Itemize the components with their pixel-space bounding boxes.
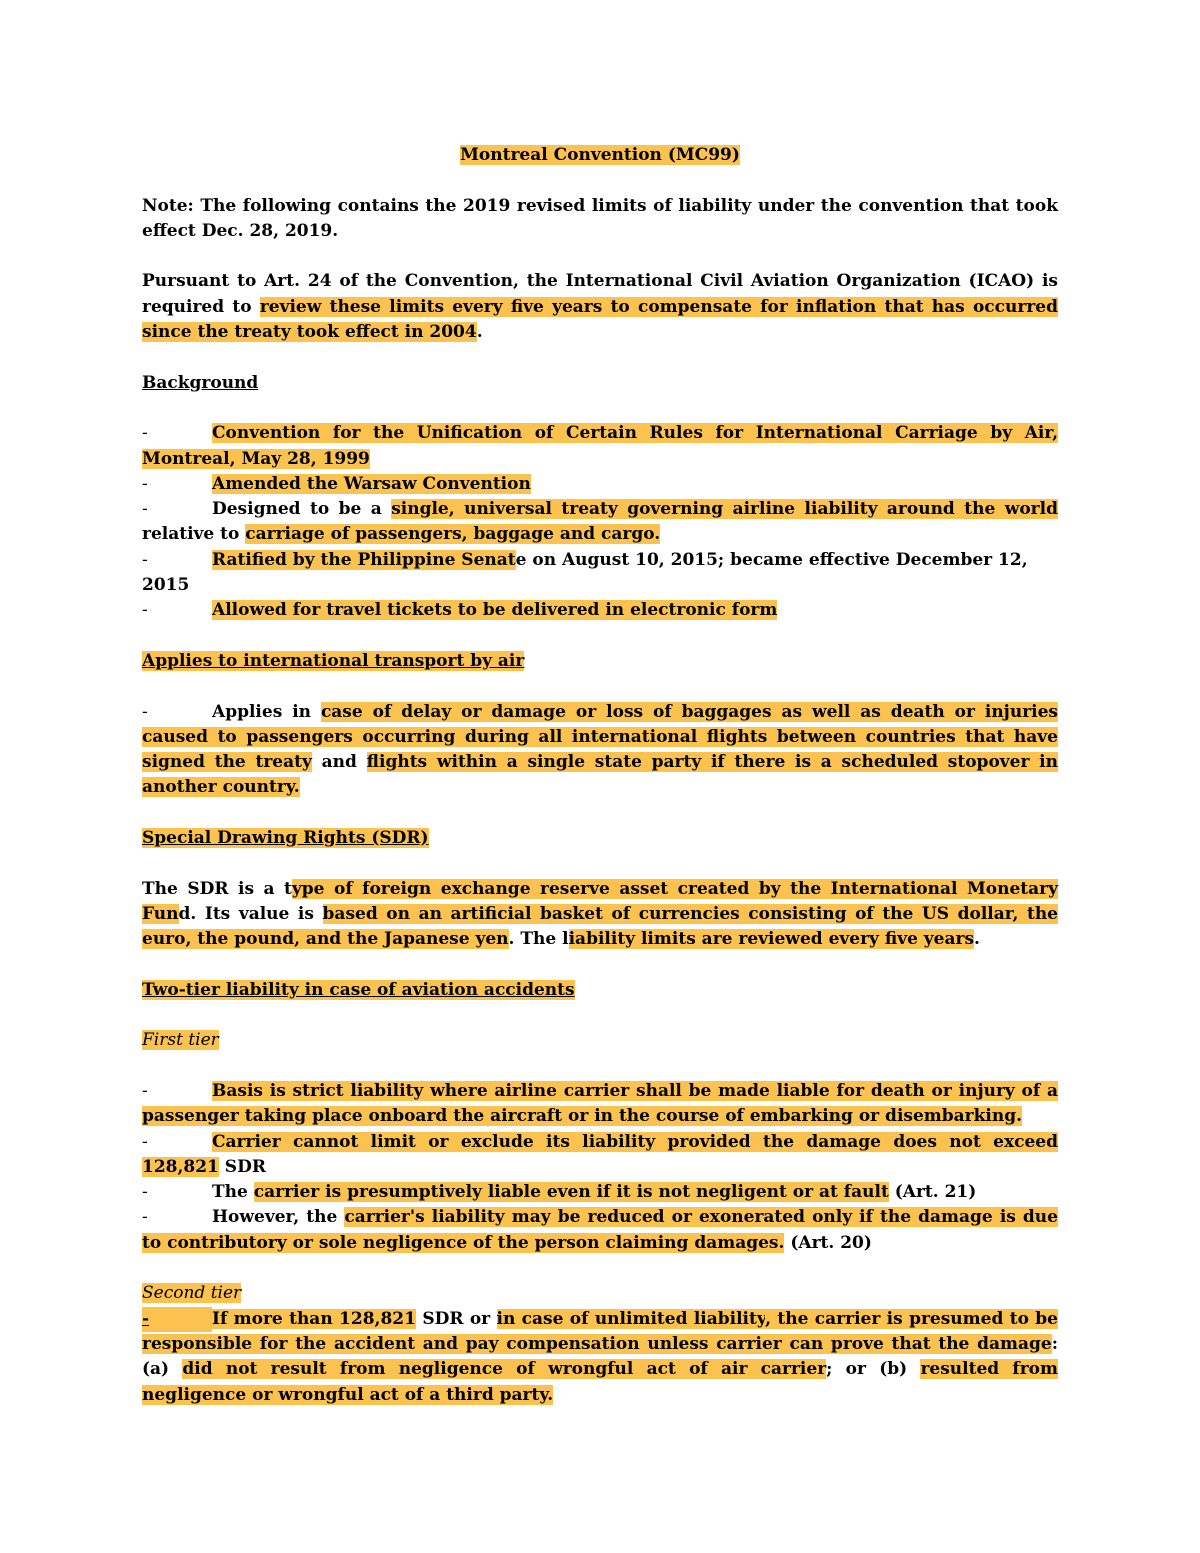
background-item: - Designed to be a single, universal treaty governing airline liability around the world relative to carriage of passengers, baggage and cargo. <box>142 499 1058 545</box>
first-tier-item: - Carrier cannot limit or exclude its liability provided the damage does not exceed 128,821 SDR <box>142 1131 1058 1177</box>
applies-heading: Applies to international transport by air <box>142 650 525 671</box>
sdr-paragraph: The SDR is a type of foreign exchange reserve asset created by the International Monetary Fund. Its value is based on an artificial basket of currencies consisting of the US dollar, the euro, the pound, and the Japanese yen. The liability limits are reviewed every five years. <box>142 878 1058 950</box>
document-body <box>142 143 1058 1408</box>
background-item: - Ratified by the Philippine Senate on August 10, 2015; became effective December 12, 2015 <box>142 549 1028 596</box>
sdr-heading: Special Drawing Rights (SDR) <box>142 828 429 849</box>
first-tier-item: - The carrier is presumptively liable even if it is not negligent or at fault (Art. 21) <box>142 1182 977 1203</box>
second-tier-item: - If more than 128,821 SDR or in case of unlimited liability, the carrier is presumed to be responsible for the accident and pay compensation unless carrier can prove that the damage: (a) did not result from negligence of wrongful act of air carrier; or (b) resulted from negligence or wrongful act of a third party. <box>142 1308 1058 1405</box>
twotier-heading: Two-tier liability in case of aviation accidents <box>142 979 575 1000</box>
note-paragraph: Note: The following contains the 2019 revised limits of liability under the convention that took effect Dec. 28, 2019. <box>142 195 1058 241</box>
background-item: - Amended the Warsaw Convention <box>142 473 531 494</box>
first-tier-item: - However, the carrier's liability may be reduced or exonerated only if the damage is due to contributory or sole negligence of the person claiming damages. (Art. 20) <box>142 1207 1058 1253</box>
document-title: Montreal Convention (MC99) <box>460 145 740 165</box>
first-tier-item: - Basis is strict liability where airline carrier shall be made liable for death or injury of a passenger taking place onboard the aircraft or in the course of embarking or disembarking. <box>142 1080 1058 1127</box>
pursuant-paragraph: Pursuant to Art. 24 of the Convention, the International Civil Aviation Organization (ICAO) is required to review these limits every five years to compensate for inflation that has occurred since the treaty took effect in 2004. <box>142 271 1058 343</box>
second-tier-heading: Second tier <box>142 1283 242 1304</box>
background-item: - Allowed for travel tickets to be delivered in electronic form <box>142 600 778 621</box>
background-heading: Background <box>142 372 259 393</box>
first-tier-heading: First tier <box>142 1030 219 1051</box>
background-item: - Convention for the Unification of Certain Rules for International Carriage by Air, Montreal, May 28, 1999 <box>142 423 1058 469</box>
applies-item: - Applies in case of delay or damage or loss of baggages as well as death or injuries caused to passengers occurring during all international flights between countries that have signed the treaty and flights within a single state party if there is a scheduled stopover in another country. <box>142 701 1058 798</box>
